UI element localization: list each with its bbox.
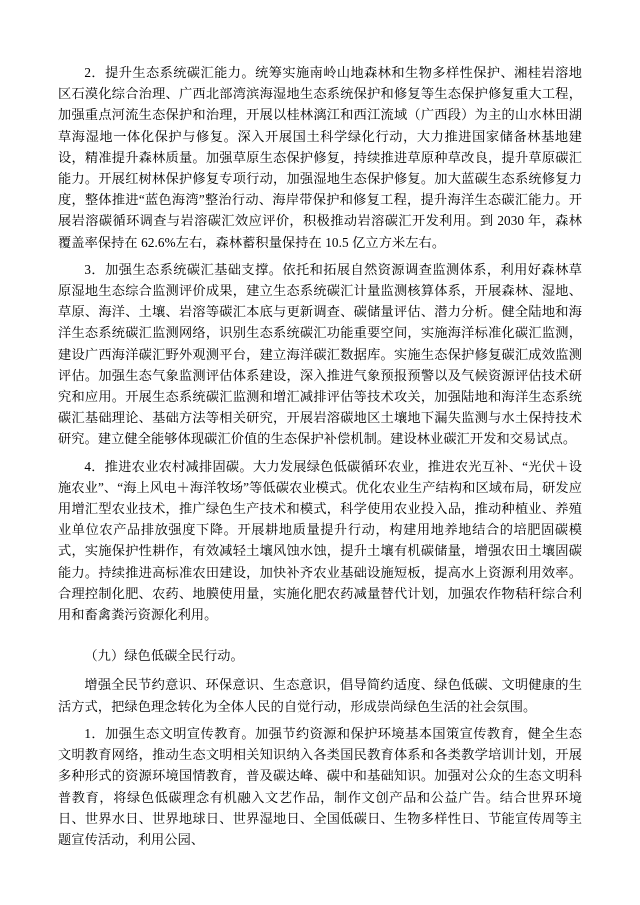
section-spacer	[58, 631, 582, 635]
paragraph-item-3-carbon-sink-foundation-support: 3．加强生态系统碳汇基础支撑。依托和拓展自然资源调查监测体系，利用好森林草原湿地生态综合监测评价成果，建立生态系统碳汇计量监测核算体系，开展森林、湿地、草原、海洋、土壤、岩溶等碳汇本底与更新调查、碳储量评估、潜力分析。健全陆地和海洋生态系统碳汇监测网络，识别生态系统碳汇功能重要空间，实施海洋标准化碳汇监测，建设广西海洋碳汇野外观测平台，建立海洋碳汇数据库。实施生态保护修复碳汇成效监测评估。加强生态气象监测评估体系建设，深入推进气象预报预警以及气候资源评估技术研究和应用。开展生态系统碳汇监测和增汇减排评估等技术攻关，加强陆地和海洋生态系统碳汇基础理论、基础方法等相关研究，开展岩溶碳地区土壤地下漏失监测与水土保持技术研究。建立健全能够体现碳汇价值的生态保护补偿机制。建设林业碳汇开发和交易试点。	[58, 261, 582, 447]
paragraph-item-2-ecosystem-carbon-sink-capacity: 2．提升生态系统碳汇能力。统筹实施南岭山地森林和生物多样性保护、湘桂岩溶地区石漠化综合治理、广西北部湾滨海湿地生态系统保护和修复等生态保护修复重大工程，加强重点河流生态保护和治理，开展以桂林漓江和西江流域（广西段）为主的山水林田湖草海湿地一体化保护与修复。深入开展国土科学绿化行动，大力推进国家储备林基地建设，精准提升森林质量。加强草原生态保护修复，持续推进草原种草改良，提升草原碳汇能力。开展红树林保护修复专项行动，加强湿地生态保护修复。加大蓝碳生态系统修复力度，整体推进“蓝色海湾”整治行动、海岸带保护和修复工程，提升海洋生态碳汇能力。开展岩溶碳循环调查与岩溶碳汇效应评价，积极推动岩溶碳汇开发利用。到 2030 年，森林覆盖率保持在 62.6%左右，森林蓄积量保持在 10.5 亿立方米左右。	[58, 65, 582, 250]
paragraph-item-1-eco-civilization-education: 1．加强生态文明宣传教育。加强节约资源和保护环境基本国策宣传教育，健全生态文明教育网络，推动生态文明相关知识纳入各类国民教育体系和各类教学培训计划，开展多种形式的资源环境国情教育，普及碳达峰、碳中和基础知识。加强对公众的生态文明科普教育，将绿色低碳理念有机融入文艺作品，制作文创产品和公益广告。结合世界环境日、世界水日、世界地球日、世界湿地日、全国低碳日、生物多样性日、节能宣传周等主题宣传活动，利用公园、	[58, 725, 582, 847]
section-heading-green-low-carbon-action: （九）绿色低碳全民行动。	[84, 648, 244, 664]
paragraph-section-9-intro: 增强全民节约意识、环保意识、生态意识，倡导简约适度、绿色低碳、文明健康的生活方式，把绿色理念转化为全体人民的自觉行动，形成崇尚绿色生活的社会氛围。	[58, 677, 582, 714]
paragraph-item-4-agriculture-rural-emission-reduction: 4．推进农业农村减排固碳。大力发展绿色低碳循环农业，推进农光互补、“光伏＋设施农业”、“海上风电＋海洋牧场”等低碳农业模式。优化农业生产结构和区域布局，研发应用增汇型农业技术，推广绿色生产技术和模式，科学使用农业投入品，推动种植业、养殖业单位农产品排放强度下降。开展耕地质量提升行动，构建用地养地结合的培肥固碳模式，实施保护性耕作，有效减轻土壤风蚀水蚀，提升土壤有机碳储量，增强农田土壤固碳能力。持续推进高标准农田建设，加快补齐农业基础设施短板，提高水上资源利用效率。合理控制化肥、农药、地膜使用量，实施化肥农药减量替代计划，加强农作物秸秆综合利用和畜禽粪污资源化利用。	[58, 458, 582, 623]
